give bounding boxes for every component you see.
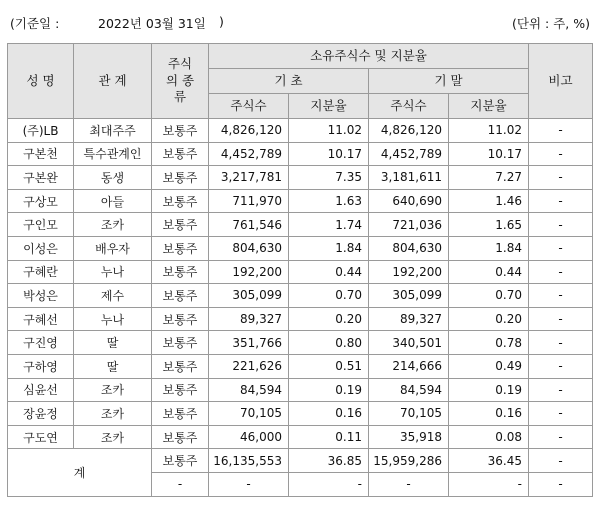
cell-relation: 조카 bbox=[74, 378, 152, 402]
total-remarks: - bbox=[529, 472, 593, 496]
total-end-shares: 15,959,286 bbox=[369, 449, 449, 473]
cell-remarks: - bbox=[529, 213, 593, 237]
cell-begin-shares: 192,200 bbox=[209, 260, 289, 284]
stock-type-label: 주식의 종류 bbox=[165, 55, 195, 105]
cell-relation: 특수관계인 bbox=[74, 142, 152, 166]
col-header-end: 기 말 bbox=[369, 69, 529, 94]
table-row bbox=[8, 402, 593, 426]
cell-end-shares: 340,501 bbox=[369, 331, 449, 355]
cell-stock-type: 보통주 bbox=[152, 284, 209, 308]
cell-begin-shares: 305,099 bbox=[209, 284, 289, 308]
cell-end-ratio: 0.70 bbox=[449, 284, 529, 308]
total-row bbox=[8, 449, 593, 473]
cell-end-ratio: 0.19 bbox=[449, 378, 529, 402]
cell-end-shares: 804,630 bbox=[369, 236, 449, 260]
cell-remarks: - bbox=[529, 402, 593, 426]
cell-begin-ratio: 0.16 bbox=[289, 402, 369, 426]
cell-name: 구인모 bbox=[8, 213, 74, 237]
col-header-stock-type bbox=[152, 44, 209, 119]
cell-begin-shares: 4,826,120 bbox=[209, 119, 289, 143]
col-header-ownership: 소유주식수 및 지분율 bbox=[209, 44, 529, 69]
cell-name: 구혜선 bbox=[8, 307, 74, 331]
date-value: 2022년 03월 31일 bbox=[98, 16, 206, 31]
cell-relation: 딸 bbox=[74, 354, 152, 378]
table-row bbox=[8, 354, 593, 378]
cell-name: 구상모 bbox=[8, 189, 74, 213]
cell-begin-ratio: 0.20 bbox=[289, 307, 369, 331]
table-row bbox=[8, 189, 593, 213]
total-begin-shares: - bbox=[209, 472, 289, 496]
col-header-end-ratio: 지분율 bbox=[449, 94, 529, 119]
cell-begin-ratio: 7.35 bbox=[289, 166, 369, 190]
cell-relation: 배우자 bbox=[74, 236, 152, 260]
cell-begin-ratio: 0.44 bbox=[289, 260, 369, 284]
cell-remarks: - bbox=[529, 425, 593, 449]
cell-name: 구본완 bbox=[8, 166, 74, 190]
cell-relation: 조카 bbox=[74, 213, 152, 237]
cell-end-shares: 305,099 bbox=[369, 284, 449, 308]
cell-end-shares: 721,036 bbox=[369, 213, 449, 237]
total-begin-shares: 16,135,553 bbox=[209, 449, 289, 473]
table-row bbox=[8, 142, 593, 166]
cell-stock-type: 보통주 bbox=[152, 166, 209, 190]
col-header-relation: 관 계 bbox=[74, 44, 152, 119]
cell-end-shares: 4,826,120 bbox=[369, 119, 449, 143]
cell-stock-type: 보통주 bbox=[152, 236, 209, 260]
total-begin-ratio: - bbox=[289, 472, 369, 496]
col-header-end-shares: 주식수 bbox=[369, 94, 449, 119]
cell-name: 구혜란 bbox=[8, 260, 74, 284]
cell-remarks: - bbox=[529, 166, 593, 190]
unit-label: (단위 : 주, %) bbox=[512, 16, 590, 31]
col-header-remarks: 비고 bbox=[529, 44, 593, 119]
cell-end-ratio: 0.44 bbox=[449, 260, 529, 284]
date-label: (기준일 : bbox=[10, 16, 60, 31]
cell-end-ratio: 0.16 bbox=[449, 402, 529, 426]
cell-begin-shares: 3,217,781 bbox=[209, 166, 289, 190]
cell-relation: 최대주주 bbox=[74, 119, 152, 143]
cell-name: 심윤선 bbox=[8, 378, 74, 402]
cell-begin-shares: 89,327 bbox=[209, 307, 289, 331]
cell-end-ratio: 1.65 bbox=[449, 213, 529, 237]
cell-begin-ratio: 1.74 bbox=[289, 213, 369, 237]
cell-stock-type: 보통주 bbox=[152, 378, 209, 402]
cell-name: 구진영 bbox=[8, 331, 74, 355]
cell-relation: 누나 bbox=[74, 307, 152, 331]
cell-relation: 제수 bbox=[74, 284, 152, 308]
cell-name: (주)LB bbox=[8, 119, 74, 143]
col-header-begin: 기 초 bbox=[209, 69, 369, 94]
cell-remarks: - bbox=[529, 142, 593, 166]
cell-end-ratio: 10.17 bbox=[449, 142, 529, 166]
cell-remarks: - bbox=[529, 378, 593, 402]
cell-begin-ratio: 0.70 bbox=[289, 284, 369, 308]
cell-name: 구하영 bbox=[8, 354, 74, 378]
cell-begin-ratio: 1.63 bbox=[289, 189, 369, 213]
col-header-begin-ratio: 지분율 bbox=[289, 94, 369, 119]
cell-end-shares: 192,200 bbox=[369, 260, 449, 284]
cell-begin-ratio: 0.11 bbox=[289, 425, 369, 449]
cell-end-shares: 4,452,789 bbox=[369, 142, 449, 166]
shareholder-table bbox=[7, 43, 593, 497]
total-remarks: - bbox=[529, 449, 593, 473]
cell-begin-shares: 351,766 bbox=[209, 331, 289, 355]
total-label: 계 bbox=[8, 449, 152, 496]
cell-end-ratio: 1.46 bbox=[449, 189, 529, 213]
cell-end-ratio: 0.20 bbox=[449, 307, 529, 331]
cell-begin-ratio: 0.80 bbox=[289, 331, 369, 355]
cell-stock-type: 보통주 bbox=[152, 142, 209, 166]
total-end-shares: - bbox=[369, 472, 449, 496]
cell-name: 구본천 bbox=[8, 142, 74, 166]
col-header-name: 성 명 bbox=[8, 44, 74, 119]
cell-end-ratio: 0.78 bbox=[449, 331, 529, 355]
cell-name: 장윤정 bbox=[8, 402, 74, 426]
table-row bbox=[8, 307, 593, 331]
table-row bbox=[8, 284, 593, 308]
cell-remarks: - bbox=[529, 260, 593, 284]
cell-stock-type: 보통주 bbox=[152, 189, 209, 213]
cell-relation: 조카 bbox=[74, 425, 152, 449]
cell-relation: 아들 bbox=[74, 189, 152, 213]
cell-stock-type: 보통주 bbox=[152, 402, 209, 426]
table-row bbox=[8, 213, 593, 237]
cell-name: 구도연 bbox=[8, 425, 74, 449]
cell-end-shares: 3,181,611 bbox=[369, 166, 449, 190]
cell-begin-shares: 4,452,789 bbox=[209, 142, 289, 166]
cell-begin-shares: 84,594 bbox=[209, 378, 289, 402]
cell-begin-shares: 761,546 bbox=[209, 213, 289, 237]
table-row bbox=[8, 260, 593, 284]
cell-stock-type: 보통주 bbox=[152, 331, 209, 355]
cell-relation: 누나 bbox=[74, 260, 152, 284]
total-end-ratio: 36.45 bbox=[449, 449, 529, 473]
cell-begin-ratio: 10.17 bbox=[289, 142, 369, 166]
cell-name: 박성은 bbox=[8, 284, 74, 308]
cell-relation: 딸 bbox=[74, 331, 152, 355]
total-end-ratio: - bbox=[449, 472, 529, 496]
cell-end-ratio: 7.27 bbox=[449, 166, 529, 190]
cell-stock-type: 보통주 bbox=[152, 119, 209, 143]
cell-remarks: - bbox=[529, 331, 593, 355]
cell-stock-type: 보통주 bbox=[152, 425, 209, 449]
cell-begin-ratio: 0.19 bbox=[289, 378, 369, 402]
table-row bbox=[8, 331, 593, 355]
cell-begin-shares: 46,000 bbox=[209, 425, 289, 449]
cell-end-ratio: 1.84 bbox=[449, 236, 529, 260]
total-begin-ratio: 36.85 bbox=[289, 449, 369, 473]
cell-remarks: - bbox=[529, 236, 593, 260]
cell-relation: 동생 bbox=[74, 166, 152, 190]
cell-end-shares: 84,594 bbox=[369, 378, 449, 402]
cell-remarks: - bbox=[529, 119, 593, 143]
cell-begin-shares: 221,626 bbox=[209, 354, 289, 378]
cell-end-shares: 35,918 bbox=[369, 425, 449, 449]
table-row bbox=[8, 236, 593, 260]
cell-end-shares: 640,690 bbox=[369, 189, 449, 213]
date-close-paren: ) bbox=[219, 14, 224, 29]
cell-end-shares: 89,327 bbox=[369, 307, 449, 331]
cell-begin-ratio: 11.02 bbox=[289, 119, 369, 143]
cell-begin-ratio: 1.84 bbox=[289, 236, 369, 260]
cell-relation: 조카 bbox=[74, 402, 152, 426]
total-stock-type: - bbox=[152, 472, 209, 496]
cell-end-ratio: 0.08 bbox=[449, 425, 529, 449]
cell-remarks: - bbox=[529, 189, 593, 213]
cell-end-shares: 214,666 bbox=[369, 354, 449, 378]
cell-remarks: - bbox=[529, 307, 593, 331]
cell-begin-shares: 70,105 bbox=[209, 402, 289, 426]
cell-stock-type: 보통주 bbox=[152, 213, 209, 237]
cell-end-shares: 70,105 bbox=[369, 402, 449, 426]
cell-begin-shares: 711,970 bbox=[209, 189, 289, 213]
cell-remarks: - bbox=[529, 354, 593, 378]
cell-stock-type: 보통주 bbox=[152, 260, 209, 284]
cell-begin-shares: 804,630 bbox=[209, 236, 289, 260]
table-row bbox=[8, 166, 593, 190]
cell-end-ratio: 11.02 bbox=[449, 119, 529, 143]
table-row bbox=[8, 378, 593, 402]
cell-name: 이성은 bbox=[8, 236, 74, 260]
table-row bbox=[8, 425, 593, 449]
cell-end-ratio: 0.49 bbox=[449, 354, 529, 378]
cell-stock-type: 보통주 bbox=[152, 354, 209, 378]
cell-remarks: - bbox=[529, 284, 593, 308]
col-header-begin-shares: 주식수 bbox=[209, 94, 289, 119]
total-stock-type: 보통주 bbox=[152, 449, 209, 473]
cell-stock-type: 보통주 bbox=[152, 307, 209, 331]
table-row bbox=[8, 119, 593, 143]
cell-begin-ratio: 0.51 bbox=[289, 354, 369, 378]
report-header bbox=[0, 0, 602, 42]
